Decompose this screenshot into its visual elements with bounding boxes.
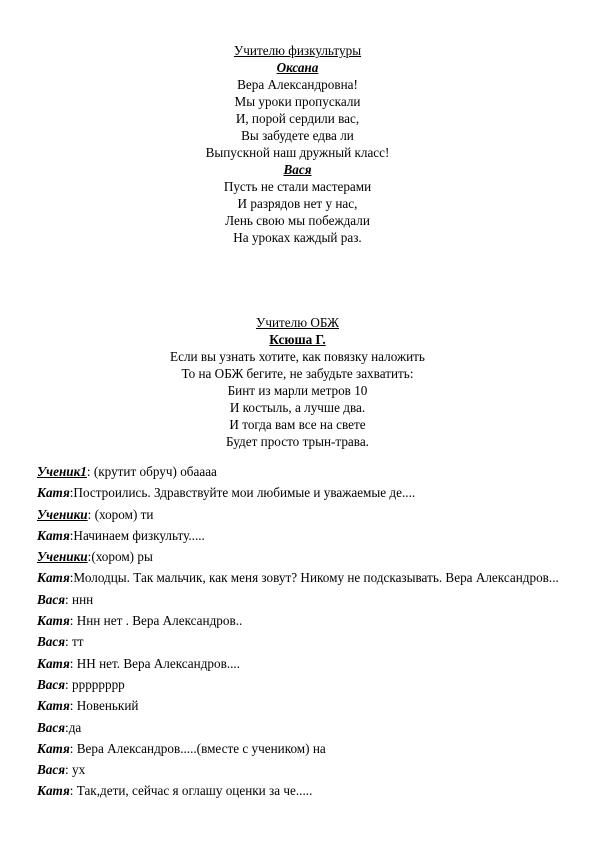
poem-line: Если вы узнать хотите, как повязку наложить <box>170 349 425 364</box>
dialogue-separator: : <box>87 506 95 522</box>
section-heading: Учителю физкультуры <box>233 43 362 58</box>
dialogue-speaker: Катя <box>37 570 70 586</box>
dialogue-separator: : <box>65 634 73 650</box>
dialogue-speaker: Катя <box>37 783 70 799</box>
dialogue-text: Так,дети, сейчас я оглашу оценки за че..... <box>76 783 313 799</box>
dialogue-line <box>37 677 567 693</box>
dialogue-script <box>37 464 567 805</box>
dialogue-line <box>37 592 567 608</box>
dialogue-text: Ннн нет . Вера Александров.. <box>76 613 243 629</box>
dialogue-speaker: Катя <box>37 698 70 714</box>
dialogue-text: ух <box>72 762 86 778</box>
dialogue-text: Начинаем физкульту..... <box>73 527 205 543</box>
speaker-name: Ксюша Г. <box>269 332 326 347</box>
poem-line: Будет просто трын-трава. <box>226 434 369 449</box>
dialogue-text: Молодцы. Так мальчик, как меня зовут? Никому не подсказывать. Вера Александров... <box>73 570 559 586</box>
dialogue-speaker: Вася <box>37 591 66 607</box>
dialogue-separator: : <box>65 719 69 735</box>
dialogue-line <box>37 762 567 778</box>
dialogue-separator: : <box>87 549 92 565</box>
dialogue-speaker: Катя <box>37 613 70 629</box>
dialogue-text: да <box>68 719 82 735</box>
dialogue-text: (хором) ти <box>94 506 154 522</box>
dialogue-separator: : <box>69 613 77 629</box>
dialogue-separator: : <box>65 591 73 607</box>
dialogue-line <box>37 698 567 714</box>
speaker-name: Вася <box>283 162 312 177</box>
poem-physical-education <box>0 42 595 246</box>
dialogue-text: (крутит обруч) обаааа <box>93 464 217 479</box>
poem-line: И костыль, а лучше два. <box>229 400 366 415</box>
dialogue-line <box>37 634 567 650</box>
poem-line: Мы уроки пропускали <box>234 94 361 109</box>
dialogue-speaker: Вася <box>37 634 66 650</box>
dialogue-speaker: Катя <box>37 655 70 671</box>
dialogue-separator: : <box>69 740 77 756</box>
dialogue-line <box>37 783 567 799</box>
poem-line: Пусть не стали мастерами <box>223 179 372 194</box>
dialogue-line <box>37 549 567 565</box>
dialogue-line <box>37 613 567 629</box>
dialogue-separator: : <box>69 527 74 543</box>
poem-line: Бинт из марли метров 10 <box>227 383 368 398</box>
section-heading: Учителю ОБЖ <box>256 315 339 330</box>
dialogue-separator: : <box>65 676 73 692</box>
dialogue-speaker: Ученики <box>37 506 88 522</box>
dialogue-line <box>37 720 567 736</box>
dialogue-text: Новенький <box>76 698 139 714</box>
dialogue-text: Вера Александров.....(вместе с учеником) на <box>76 740 326 756</box>
poem-line: И тогда вам все на свете <box>229 417 366 432</box>
dialogue-text: тт <box>72 634 84 650</box>
dialogue-line <box>37 485 567 501</box>
dialogue-speaker: Вася <box>37 676 66 692</box>
poem-line: То на ОБЖ бегите, не забудьте захватить: <box>181 366 414 381</box>
poem-line: И, порой сердили вас, <box>235 111 360 126</box>
dialogue-text: ннн <box>72 591 94 607</box>
dialogue-text: рррррррр <box>72 676 125 692</box>
dialogue-text: (хором) ры <box>91 549 153 565</box>
dialogue-separator: : <box>69 783 77 799</box>
dialogue-speaker: Катя <box>37 485 70 501</box>
dialogue-separator: : <box>69 698 77 714</box>
dialogue-text: НН нет. Вера Александров.... <box>76 655 241 671</box>
poem-line: Вера Александровна! <box>237 77 358 92</box>
dialogue-separator: : <box>65 762 73 778</box>
poem-line: Вы забудете едва ли <box>241 128 354 143</box>
dialogue-speaker: Катя <box>37 740 70 756</box>
poem-line: Лень свою мы побеждали <box>225 213 370 228</box>
dialogue-line <box>37 570 567 586</box>
dialogue-speaker: Ученики <box>37 549 88 565</box>
dialogue-speaker: Вася <box>37 719 66 735</box>
dialogue-text: Построились. Здравствуйте мои любимые и уважаемые де.... <box>73 485 416 501</box>
poem-line: И разрядов нет у нас, <box>237 196 358 211</box>
dialogue-line <box>37 741 567 757</box>
speaker-name: Оксана <box>276 60 319 75</box>
poem-line: Выпускной наш дружный класс! <box>205 145 390 160</box>
dialogue-line <box>37 528 567 544</box>
dialogue-line <box>37 656 567 672</box>
dialogue-separator: : <box>69 570 74 586</box>
dialogue-separator: : <box>69 485 74 501</box>
dialogue-separator: : <box>69 655 77 671</box>
dialogue-speaker: Ученик1 <box>37 464 87 479</box>
dialogue-line <box>37 507 567 523</box>
poem-line: На уроках каждый раз. <box>233 230 362 245</box>
poem-obzh <box>0 314 595 450</box>
dialogue-speaker: Вася <box>37 762 66 778</box>
dialogue-speaker: Катя <box>37 527 70 543</box>
dialogue-separator: : <box>86 464 94 479</box>
dialogue-line <box>37 464 567 480</box>
